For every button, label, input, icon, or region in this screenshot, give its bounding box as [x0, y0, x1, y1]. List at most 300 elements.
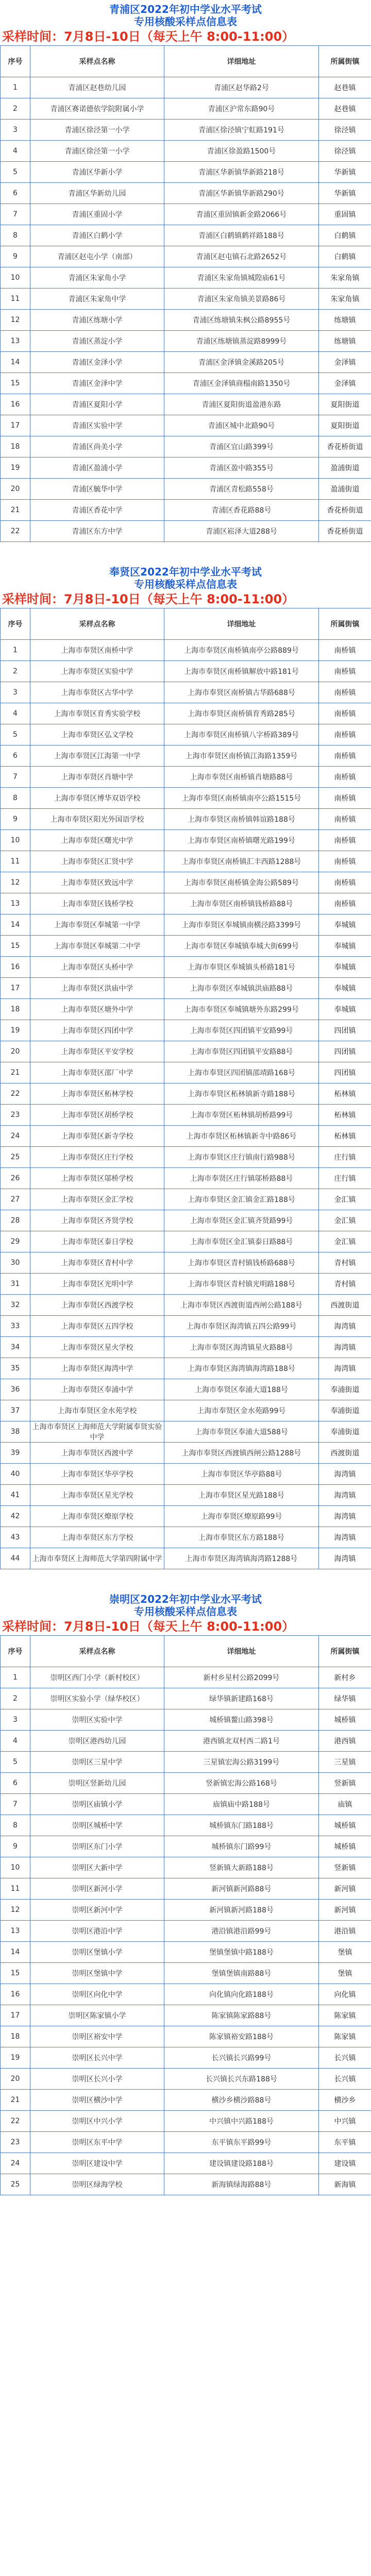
cell-address: 青浦区沪常东路90号	[164, 98, 319, 120]
cell-seq: 18	[1, 999, 30, 1020]
cell-street: 南桥镇	[319, 767, 371, 788]
cell-street: 陈家镇	[319, 2026, 371, 2047]
table-row	[1, 2026, 371, 2047]
cell-seq: 9	[1, 1836, 30, 1857]
cell-seq: 31	[1, 1274, 30, 1295]
header-site-name: 采样点名称	[30, 46, 164, 77]
cell-street: 四团镇	[319, 1020, 371, 1041]
cell-address: 新河镇新河路88号	[164, 1878, 319, 1900]
cell-address: 上海市奉贤区星光路188号	[164, 1485, 319, 1506]
cell-site-name: 上海市奉贤区阳光外国语学校	[30, 809, 164, 830]
cell-address: 城桥镇鳌山路398号	[164, 1709, 319, 1731]
section-chongming	[0, 1590, 371, 2195]
cell-street: 柘林镇	[319, 1126, 371, 1147]
cell-address: 上海市奉贤区南桥镇金海公路589号	[164, 872, 319, 893]
cell-street: 海湾镇	[319, 1485, 371, 1506]
cell-seq: 13	[1, 1921, 30, 1942]
cell-site-name: 青浦区朱家角小学	[30, 267, 164, 289]
cell-street: 金汇镇	[319, 1210, 371, 1231]
cell-address: 青浦区崧泽大道288号	[164, 521, 319, 542]
cell-street: 赵巷镇	[319, 77, 371, 98]
cell-address: 新海镇绿海路88号	[164, 2174, 319, 2195]
table-row	[1, 1147, 371, 1168]
cell-site-name: 上海市奉贤区上海师范大学第四附属中学	[30, 1548, 164, 1569]
cell-seq: 7	[1, 1794, 30, 1815]
table-row	[1, 141, 371, 162]
cell-address: 上海市奉贤区奉城镇奉城大街699号	[164, 936, 319, 957]
cell-site-name: 崇明区实验中学	[30, 1709, 164, 1731]
cell-street: 三星镇	[319, 1752, 371, 1773]
cell-seq: 13	[1, 331, 30, 352]
cell-seq: 12	[1, 1900, 30, 1921]
cell-seq: 40	[1, 1464, 30, 1485]
cell-seq: 17	[1, 415, 30, 436]
cell-street: 南桥镇	[319, 788, 371, 809]
cell-seq: 17	[1, 978, 30, 999]
cell-address: 上海市奉贤区南桥镇南亭公路889号	[164, 640, 319, 661]
cell-site-name: 上海市奉贤区弘文学校	[30, 724, 164, 745]
cell-seq: 21	[1, 1062, 30, 1083]
cell-address: 上海市奉贤区海湾镇海湾路1288号	[164, 1548, 319, 1569]
cell-street: 海湾镇	[319, 1527, 371, 1548]
cell-seq: 25	[1, 2174, 30, 2195]
cell-site-name: 上海市奉贤区江海第一中学	[30, 745, 164, 767]
table-row	[1, 1688, 371, 1709]
table-row	[1, 1667, 371, 1688]
cell-street: 新村乡	[319, 1667, 371, 1688]
cell-site-name: 崇明区大新中学	[30, 1857, 164, 1878]
cell-address: 青浦区赵屯镇石北路2652号	[164, 246, 319, 267]
cell-street: 庄行镇	[319, 1168, 371, 1189]
table-row	[1, 1794, 371, 1815]
cell-address: 堡镇堡镇南路88号	[164, 1963, 319, 1984]
cell-address: 港沿镇港沿路99号	[164, 1921, 319, 1942]
cell-street: 香花桥街道	[319, 521, 371, 542]
cell-site-name: 上海市奉贤区西渡学校	[30, 1295, 164, 1316]
cell-street: 东平镇	[319, 2132, 371, 2153]
cell-street: 海湾镇	[319, 1337, 371, 1358]
cell-site-name: 青浦区赛诺德依学院附属小学	[30, 98, 164, 120]
cell-address: 陈家镇裕安路188号	[164, 2026, 319, 2047]
cell-address: 上海市奉贤区奉浦大道588号	[164, 1421, 319, 1443]
cell-address: 上海市奉贤区金汇镇泰日路88号	[164, 1231, 319, 1252]
cell-seq: 23	[1, 2132, 30, 2153]
cell-street: 海湾镇	[319, 1358, 371, 1379]
cell-site-name: 上海市奉贤区邬桥学校	[30, 1168, 164, 1189]
table-row	[1, 1900, 371, 1921]
cell-site-name: 上海市奉贤区育秀实验学校	[30, 703, 164, 724]
cell-seq: 24	[1, 2153, 30, 2174]
cell-seq: 27	[1, 1189, 30, 1210]
cell-street: 庄行镇	[319, 1147, 371, 1168]
table-header-row	[1, 46, 371, 77]
table-row	[1, 1421, 371, 1443]
table-row	[1, 1548, 371, 1569]
cell-seq: 4	[1, 141, 30, 162]
cell-seq: 5	[1, 724, 30, 745]
table-row	[1, 1379, 371, 1400]
cell-address: 陈家镇陈家路88号	[164, 2005, 319, 2026]
cell-address: 上海市奉贤区柘林镇胡桥路99号	[164, 1105, 319, 1126]
cell-address: 长兴镇长兴东路188号	[164, 2069, 319, 2090]
table-row	[1, 1857, 371, 1878]
cell-address: 上海市奉贤区奉浦大道188号	[164, 1379, 319, 1400]
table-row	[1, 724, 371, 745]
table-row	[1, 1443, 371, 1464]
cell-site-name: 崇明区西门小学（新村校区）	[30, 1667, 164, 1688]
cell-address: 上海市奉贤区金水苑路99号	[164, 1400, 319, 1421]
sampling-table	[0, 1635, 371, 2195]
cell-site-name: 崇明区实验小学（绿华校区）	[30, 1688, 164, 1709]
table-row	[1, 1295, 371, 1316]
cell-site-name: 青浦区朱家角中学	[30, 289, 164, 310]
section-subtitle: 专用核酸采样点信息表	[134, 1605, 237, 1618]
cell-street: 港西镇	[319, 1731, 371, 1752]
cell-site-name: 崇明区三星中学	[30, 1752, 164, 1773]
cell-street: 长兴镇	[319, 2069, 371, 2090]
cell-seq: 37	[1, 1400, 30, 1421]
cell-seq: 43	[1, 1527, 30, 1548]
cell-site-name: 青浦区华新小学	[30, 162, 164, 183]
table-row	[1, 1878, 371, 1900]
cell-site-name: 青浦区金泽中学	[30, 373, 164, 394]
header-site-name: 采样点名称	[30, 608, 164, 640]
cell-street: 奉城镇	[319, 936, 371, 957]
cell-seq: 20	[1, 1041, 30, 1062]
cell-address: 上海市奉贤区海湾镇星火路88号	[164, 1337, 319, 1358]
cell-seq: 2	[1, 661, 30, 682]
table-row	[1, 1400, 371, 1421]
cell-address: 上海市奉贤区海湾镇五四公路99号	[164, 1316, 319, 1337]
cell-street: 金泽镇	[319, 352, 371, 373]
table-row	[1, 1984, 371, 2005]
cell-site-name: 崇明区东门小学	[30, 1836, 164, 1857]
cell-site-name: 上海市奉贤区光明中学	[30, 1274, 164, 1295]
table-row	[1, 183, 371, 204]
table-header-row	[1, 608, 371, 640]
cell-seq: 26	[1, 1168, 30, 1189]
cell-site-name: 上海市奉贤区青村中学	[30, 1252, 164, 1274]
cell-address: 青浦区华新镇华新路218号	[164, 162, 319, 183]
header-seq: 序号	[1, 1636, 30, 1667]
cell-site-name: 崇明区新河中学	[30, 1900, 164, 1921]
cell-seq: 15	[1, 1963, 30, 1984]
cell-site-name: 青浦区重固小学	[30, 204, 164, 225]
cell-street: 白鹤镇	[319, 246, 371, 267]
cell-seq: 4	[1, 1731, 30, 1752]
cell-site-name: 上海市奉贤区新寺学校	[30, 1126, 164, 1147]
cell-seq: 9	[1, 809, 30, 830]
cell-seq: 24	[1, 1126, 30, 1147]
table-row	[1, 521, 371, 542]
cell-address: 青浦区香花路88号	[164, 500, 319, 521]
cell-site-name: 青浦区毓华中学	[30, 479, 164, 500]
sampling-time: 采样时间：7月8日-10日（每天上午 8:00-11:00）	[2, 1619, 295, 1634]
cell-address: 上海市奉贤区奉城镇洪庙路88号	[164, 978, 319, 999]
cell-street: 中兴镇	[319, 2111, 371, 2132]
cell-address: 上海市奉贤区金汇镇金汇路188号	[164, 1189, 319, 1210]
cell-site-name: 青浦区赵巷幼儿园	[30, 77, 164, 98]
cell-site-name: 崇明区堡镇小学	[30, 1942, 164, 1963]
table-row	[1, 809, 371, 830]
table-row	[1, 830, 371, 851]
cell-address: 向化镇向化路188号	[164, 1984, 319, 2005]
table-row	[1, 893, 371, 914]
cell-seq: 2	[1, 1688, 30, 1709]
cell-site-name: 上海市奉贤区头桥中学	[30, 957, 164, 978]
table-row	[1, 999, 371, 1020]
cell-address: 上海市奉贤区南桥镇南亭公路1515号	[164, 788, 319, 809]
table-row	[1, 767, 371, 788]
cell-address: 城桥镇东门路99号	[164, 1836, 319, 1857]
table-row	[1, 1963, 371, 1984]
cell-seq: 1	[1, 1667, 30, 1688]
table-row	[1, 1105, 371, 1126]
cell-site-name: 上海市奉贤区金汇学校	[30, 1189, 164, 1210]
cell-address: 上海市奉贤区南桥镇解放中路181号	[164, 661, 319, 682]
cell-address: 竖新镇大新路188号	[164, 1857, 319, 1878]
cell-address: 绿华镇新建路168号	[164, 1688, 319, 1709]
sampling-table	[0, 45, 371, 542]
cell-seq: 16	[1, 394, 30, 415]
table-row	[1, 479, 371, 500]
cell-site-name: 上海市奉贤区海湾中学	[30, 1358, 164, 1379]
cell-seq: 6	[1, 745, 30, 767]
section-title: 崇明区2022年初中学业水平考试	[109, 1593, 262, 1605]
cell-site-name: 崇明区中兴小学	[30, 2111, 164, 2132]
cell-site-name: 上海市奉贤区金水苑学校	[30, 1400, 164, 1421]
cell-site-name: 崇明区裕安中学	[30, 2026, 164, 2047]
section-title: 青浦区2022年初中学业水平考试	[109, 3, 262, 15]
cell-site-name: 上海市奉贤区曙光中学	[30, 830, 164, 851]
cell-street: 四团镇	[319, 1041, 371, 1062]
table-row	[1, 1709, 371, 1731]
cell-seq: 21	[1, 500, 30, 521]
cell-street: 盈浦街道	[319, 479, 371, 500]
cell-address: 上海市奉贤区奉城镇南横泾路3399号	[164, 914, 319, 936]
cell-street: 竖新镇	[319, 1857, 371, 1878]
cell-site-name: 青浦区徐泾第一小学	[30, 120, 164, 141]
cell-street: 盈浦街道	[319, 457, 371, 479]
cell-street: 南桥镇	[319, 872, 371, 893]
sampling-time: 采样时间：7月8日-10日（每天上午 8:00-11:00）	[2, 29, 295, 44]
cell-seq: 8	[1, 225, 30, 246]
table-row	[1, 1189, 371, 1210]
table-row	[1, 914, 371, 936]
cell-seq: 8	[1, 1815, 30, 1836]
cell-seq: 14	[1, 1942, 30, 1963]
table-row	[1, 1168, 371, 1189]
cell-street: 奉浦街道	[319, 1421, 371, 1443]
table-row	[1, 1020, 371, 1041]
cell-street: 西渡街道	[319, 1443, 371, 1464]
cell-street: 新海镇	[319, 2174, 371, 2195]
cell-seq: 35	[1, 1358, 30, 1379]
table-row	[1, 1210, 371, 1231]
cell-street: 城桥镇	[319, 1815, 371, 1836]
cell-street: 青村镇	[319, 1252, 371, 1274]
cell-site-name: 崇明区长兴小学	[30, 2069, 164, 2090]
cell-site-name: 上海市奉贤区南桥中学	[30, 640, 164, 661]
cell-site-name: 崇明区庙镇小学	[30, 1794, 164, 1815]
sampling-table	[0, 608, 371, 1569]
cell-site-name: 上海市奉贤区星火学校	[30, 1337, 164, 1358]
cell-seq: 10	[1, 830, 30, 851]
cell-site-name: 上海市奉贤区西渡中学	[30, 1443, 164, 1464]
cell-site-name: 上海市奉贤区钱桥学校	[30, 893, 164, 914]
cell-address: 上海市奉贤区四团镇邵靖路168号	[164, 1062, 319, 1083]
cell-seq: 28	[1, 1210, 30, 1231]
table-row	[1, 1527, 371, 1548]
cell-seq: 1	[1, 77, 30, 98]
table-row	[1, 851, 371, 872]
table-row	[1, 2132, 371, 2153]
cell-address: 上海市奉贤区奉城镇塘外东路299号	[164, 999, 319, 1020]
cell-seq: 22	[1, 521, 30, 542]
table-row	[1, 2005, 371, 2026]
cell-address: 青浦区宜山路399号	[164, 436, 319, 457]
table-row	[1, 246, 371, 267]
cell-street: 奉城镇	[319, 914, 371, 936]
cell-street: 香花桥街道	[319, 500, 371, 521]
table-row	[1, 415, 371, 436]
table-row	[1, 1083, 371, 1105]
header-seq: 序号	[1, 46, 30, 77]
section-subtitle: 专用核酸采样点信息表	[134, 578, 237, 590]
cell-site-name: 上海市奉贤区齐贤学校	[30, 1210, 164, 1231]
table-row	[1, 872, 371, 893]
cell-seq: 19	[1, 1020, 30, 1041]
table-row	[1, 1062, 371, 1083]
cell-address: 横沙乡横沙路88号	[164, 2090, 319, 2111]
cell-street: 南桥镇	[319, 703, 371, 724]
cell-site-name: 上海市奉贤区星光学校	[30, 1485, 164, 1506]
cell-street: 城桥镇	[319, 1836, 371, 1857]
cell-seq: 19	[1, 457, 30, 479]
cell-seq: 10	[1, 267, 30, 289]
cell-site-name: 上海市奉贤区致远中学	[30, 872, 164, 893]
cell-street: 西渡街道	[319, 1295, 371, 1316]
table-row	[1, 1464, 371, 1485]
cell-site-name: 上海市奉贤区上海师范大学附属奉贤实验中学	[30, 1421, 164, 1443]
cell-seq: 22	[1, 1083, 30, 1105]
cell-address: 上海市奉贤区南桥镇韩谊路188号	[164, 809, 319, 830]
cell-site-name: 青浦区东方中学	[30, 521, 164, 542]
cell-street: 南桥镇	[319, 851, 371, 872]
cell-seq: 25	[1, 1147, 30, 1168]
cell-address: 青浦区白鹤镇鹤祥路188号	[164, 225, 319, 246]
cell-site-name: 崇明区横沙中学	[30, 2090, 164, 2111]
cell-address: 青浦区徐泾镇宁虹路191号	[164, 120, 319, 141]
cell-site-name: 上海市奉贤区平安学校	[30, 1041, 164, 1062]
cell-seq: 8	[1, 788, 30, 809]
cell-street: 海湾镇	[319, 1316, 371, 1337]
cell-address: 上海市奉贤区奉城镇头桥路181号	[164, 957, 319, 978]
cell-address: 青浦区重固镇新金路2066号	[164, 204, 319, 225]
cell-seq: 33	[1, 1316, 30, 1337]
cell-address: 青浦区金泽镇商榻南路1350号	[164, 373, 319, 394]
cell-seq: 3	[1, 682, 30, 703]
cell-street: 南桥镇	[319, 661, 371, 682]
table-row	[1, 1836, 371, 1857]
cell-address: 上海市奉贤区南桥镇肖塘路88号	[164, 767, 319, 788]
cell-seq: 20	[1, 479, 30, 500]
table-row	[1, 2174, 371, 2195]
cell-street: 练塘镇	[319, 310, 371, 331]
cell-seq: 2	[1, 98, 30, 120]
cell-site-name: 崇明区陈家镇小学	[30, 2005, 164, 2026]
cell-seq: 16	[1, 957, 30, 978]
cell-seq: 5	[1, 1752, 30, 1773]
cell-seq: 20	[1, 2069, 30, 2090]
cell-seq: 11	[1, 851, 30, 872]
cell-site-name: 上海市奉贤区五四学校	[30, 1316, 164, 1337]
cell-seq: 15	[1, 373, 30, 394]
cell-site-name: 崇明区建设中学	[30, 2153, 164, 2174]
cell-site-name: 崇明区港沿中学	[30, 1921, 164, 1942]
table-row	[1, 1252, 371, 1274]
cell-site-name: 上海市奉贤区古华中学	[30, 682, 164, 703]
cell-street: 海湾镇	[319, 1506, 371, 1527]
cell-seq: 21	[1, 2090, 30, 2111]
cell-seq: 6	[1, 183, 30, 204]
table-row	[1, 1921, 371, 1942]
table-row	[1, 352, 371, 373]
cell-seq: 15	[1, 936, 30, 957]
cell-address: 新河镇新河路188号	[164, 1900, 319, 1921]
table-row	[1, 225, 371, 246]
cell-street: 金泽镇	[319, 373, 371, 394]
cell-street: 华新镇	[319, 162, 371, 183]
table-row	[1, 1485, 371, 1506]
table-row	[1, 1126, 371, 1147]
cell-street: 朱家角镇	[319, 289, 371, 310]
cell-site-name: 上海市奉贤区燎原学校	[30, 1506, 164, 1527]
cell-seq: 18	[1, 2026, 30, 2047]
cell-address: 青浦区练塘镇蒸淀路8999号	[164, 331, 319, 352]
header-street: 所属街镇	[319, 46, 371, 77]
cell-site-name: 上海市奉贤区洪庙中学	[30, 978, 164, 999]
cell-seq: 42	[1, 1506, 30, 1527]
cell-site-name: 青浦区尚美小学	[30, 436, 164, 457]
table-row	[1, 500, 371, 521]
table-row	[1, 957, 371, 978]
cell-site-name: 青浦区夏阳小学	[30, 394, 164, 415]
cell-site-name: 青浦区华新幼儿园	[30, 183, 164, 204]
cell-address: 上海市奉贤区青村镇钱桥路688号	[164, 1252, 319, 1274]
table-row	[1, 373, 371, 394]
cell-site-name: 崇明区向化中学	[30, 1984, 164, 2005]
cell-street: 堡镇	[319, 1963, 371, 1984]
section-subtitle: 专用核酸采样点信息表	[134, 15, 237, 28]
table-row	[1, 310, 371, 331]
cell-street: 徐泾镇	[319, 141, 371, 162]
cell-street: 竖新镇	[319, 1773, 371, 1794]
table-row	[1, 1316, 371, 1337]
cell-street: 新河镇	[319, 1900, 371, 1921]
cell-seq: 12	[1, 310, 30, 331]
cell-seq: 11	[1, 1878, 30, 1900]
cell-address: 东平镇东平路99号	[164, 2132, 319, 2153]
cell-street: 香花桥街道	[319, 436, 371, 457]
cell-address: 上海市奉贤区柘林镇新寺中路86号	[164, 1126, 319, 1147]
table-row	[1, 1752, 371, 1773]
header-address: 详细地址	[164, 46, 319, 77]
cell-street: 庙镇	[319, 1794, 371, 1815]
cell-seq: 19	[1, 2047, 30, 2069]
cell-site-name: 青浦区赵屯小学（南部）	[30, 246, 164, 267]
cell-address: 新村乡星村公路2099号	[164, 1667, 319, 1688]
